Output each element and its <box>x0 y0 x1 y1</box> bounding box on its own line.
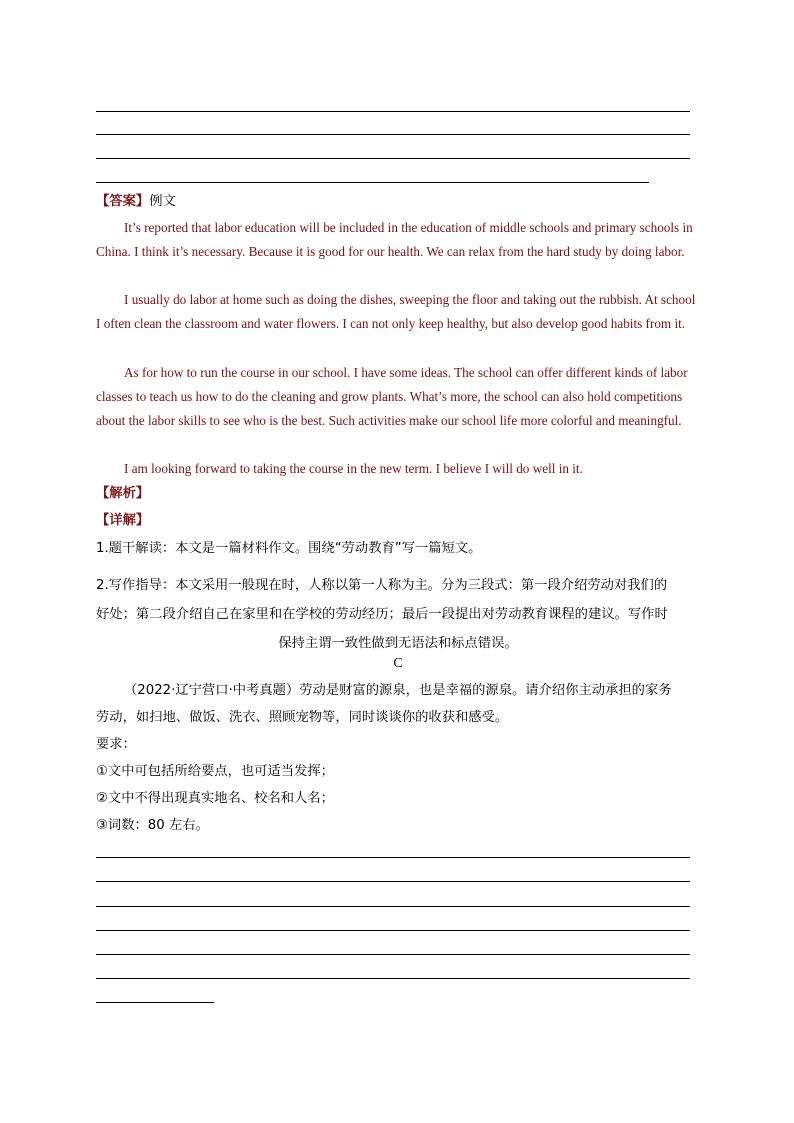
writing-line <box>96 111 690 112</box>
analysis-tag: 【解析】 <box>96 486 150 501</box>
detail-tag: 【详解】 <box>96 513 150 528</box>
writing-line <box>96 182 649 183</box>
writing-line <box>96 906 690 907</box>
essay-paragraph-3: As for how to run the course in our school. I have some ideas. The school can offer different kinds of labor classes to teach us how to do the cleaning and grow plants. What’s more, the school can also hold competitions about the labor skills to see who is the best. Such activities make our school life more colorful and meaningful. <box>96 365 688 428</box>
essay-paragraph-1: It’s reported that labor education will be included in the education of middle schools and primary schools in China. I think it’s necessary. Because it is good for our health. We can relax from the hard study by doing labor. <box>96 220 693 259</box>
requirement-3: ③词数：80 左右。 <box>96 818 209 833</box>
writing-line <box>96 134 690 135</box>
answer-tag: 【答案】 <box>96 194 150 209</box>
requirement-2: ②文中不得出现真实地名、校名和人名； <box>96 791 334 806</box>
writing-line <box>96 881 690 882</box>
section-letter: C <box>393 656 403 671</box>
question-line-2: 劳动，如扫地、做饭、洗衣、照顾宠物等，同时谈谈你的收获和感受。 <box>96 710 509 725</box>
requirements-title: 要求： <box>96 737 136 752</box>
analysis-item-1: 1.题干解读：本文是一篇材料作文。围绕“劳动教育”写一篇短文。 <box>96 541 482 556</box>
answer-header <box>96 190 176 214</box>
writing-line <box>96 930 690 931</box>
writing-line <box>96 954 690 955</box>
requirement-1: ①文中可包括所给要点，也可适当发挥； <box>96 764 334 779</box>
writing-line <box>96 158 690 159</box>
writing-line <box>96 1002 214 1003</box>
analysis-item-2-line-1: 2.写作指导：本文采用一般现在时，人称以第一人称为主。分为三段式：第一段介绍劳动对我们的 <box>96 578 668 593</box>
writing-line <box>96 978 690 979</box>
analysis-item-2-line-3: 保持主谓一致性做到无语法和标点错误。 <box>278 636 518 651</box>
essay-paragraph-4: I am looking forward to taking the course in the new term. I believe I will do well in it. <box>124 461 583 476</box>
essay-paragraph-2: I usually do labor at home such as doing the dishes, sweeping the floor and taking out the rubbish. At school I often clean the classroom and water flowers. I can not only keep healthy, but also develop good habits from it. <box>96 292 696 331</box>
answer-label: 例文 <box>149 194 176 209</box>
question-line-1 <box>124 679 672 703</box>
analysis-item-2-line-2: 好处；第二段介绍自己在家里和在学校的劳动经历；最后一段提出对劳动教育课程的建议。写作时 <box>96 607 668 622</box>
question-text: 劳动是财富的源泉，也是幸福的源泉。请介绍你主动承担的家务 <box>299 683 672 698</box>
writing-line <box>96 857 690 858</box>
question-source: （2022·辽宁营口·中考真题） <box>124 683 300 698</box>
